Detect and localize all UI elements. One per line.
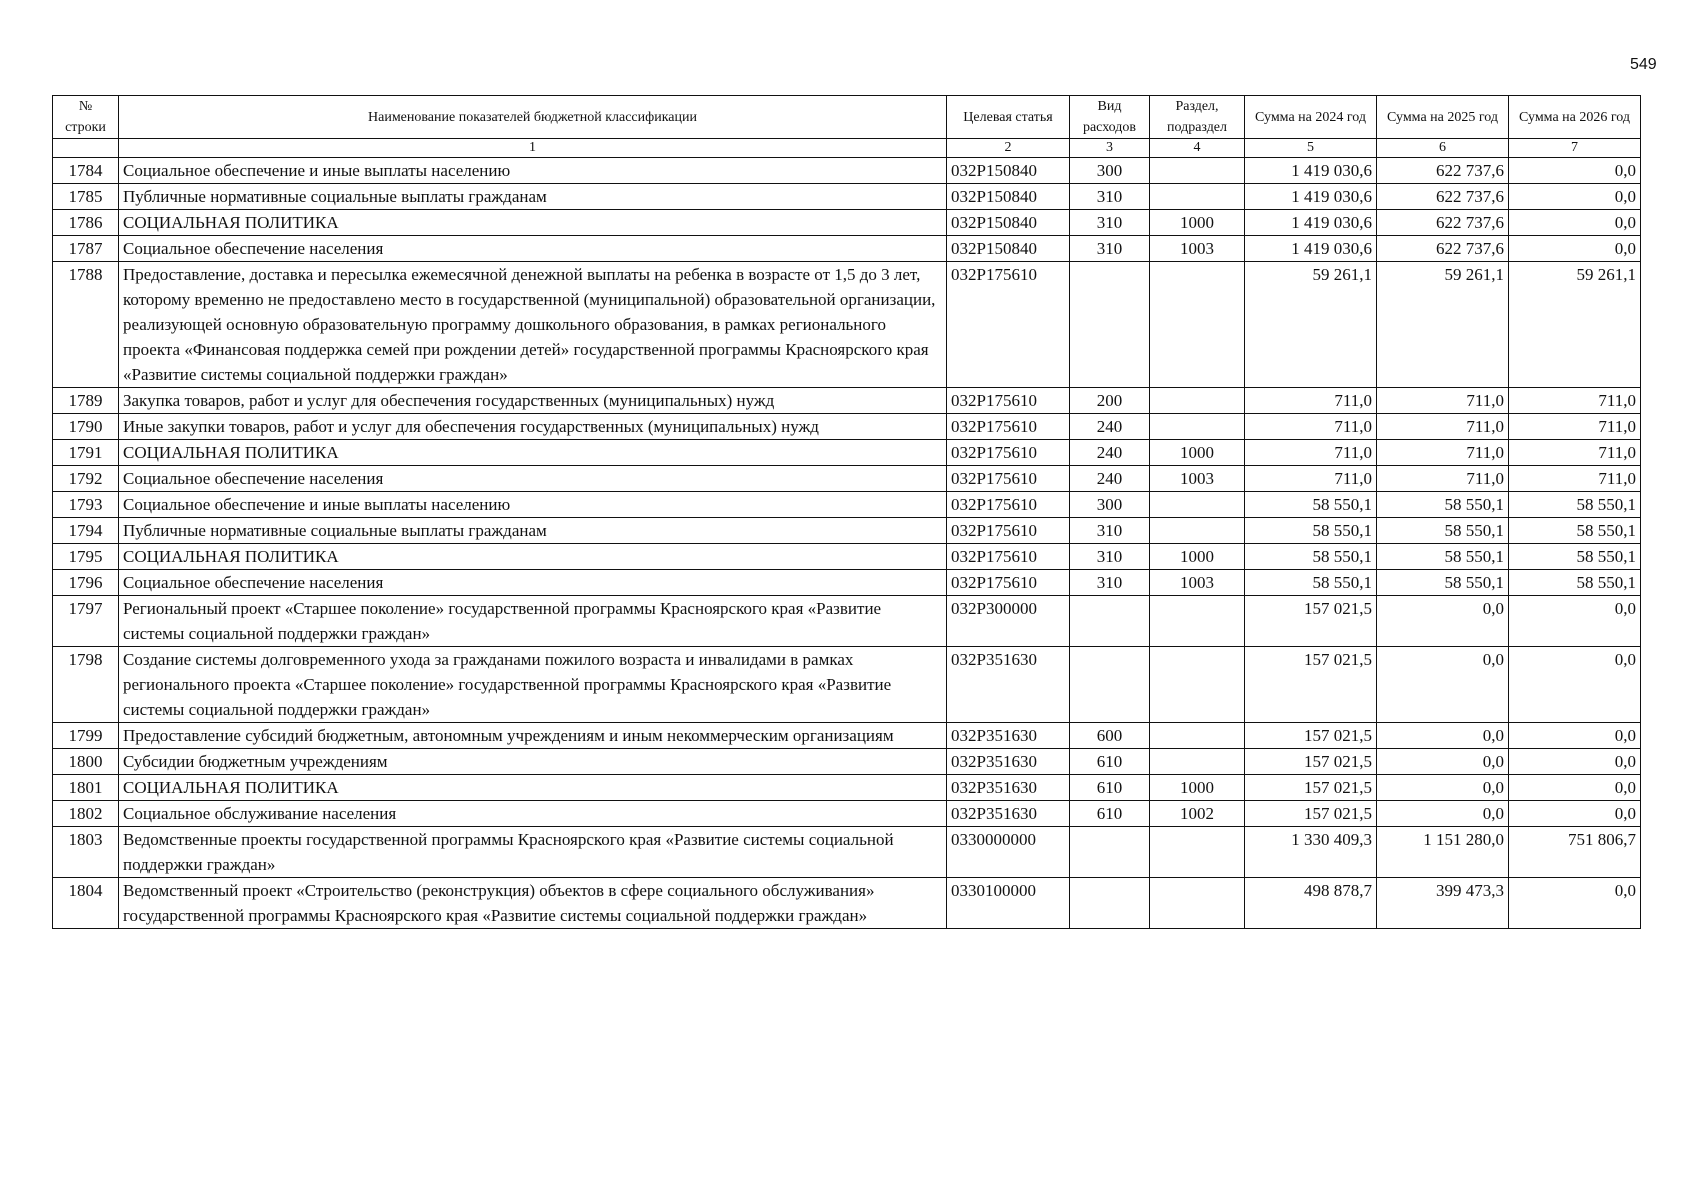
cell-sum-2025: 622 737,6 <box>1377 158 1509 184</box>
header-sum-2025: Сумма на 2025 год <box>1377 96 1509 139</box>
cell-sum-2024: 1 419 030,6 <box>1245 184 1377 210</box>
cell-sum-2025: 1 151 280,0 <box>1377 827 1509 878</box>
cell-name: СОЦИАЛЬНАЯ ПОЛИТИКА <box>119 440 947 466</box>
budget-classification-table <box>52 95 1641 929</box>
cell-target-article: 032P351630 <box>947 749 1070 775</box>
cell-expense-kind: 200 <box>1070 388 1150 414</box>
cell-target-article: 032P351630 <box>947 775 1070 801</box>
cell-sum-2024: 157 021,5 <box>1245 647 1377 723</box>
table-row <box>53 749 1641 775</box>
col-number-1: 1 <box>119 139 947 158</box>
cell-name: Предоставление, доставка и пересылка ежемесячной денежной выплаты на ребенка в возрасте от 1,5 до 3 лет, которому временно не предоставлено место в государственной (муниципальной) образовательной организации, реализующей основную образовательную программу дошкольного образования, в рамках регионального проекта «Финансовая поддержка семей при рождении детей» государственной программы Красноярского края «Развитие системы социальной поддержки граждан» <box>119 262 947 388</box>
cell-row-number: 1787 <box>53 236 119 262</box>
cell-sum-2026: 0,0 <box>1509 878 1641 929</box>
cell-sum-2025: 0,0 <box>1377 647 1509 723</box>
cell-sum-2026: 58 550,1 <box>1509 570 1641 596</box>
cell-sum-2026: 711,0 <box>1509 414 1641 440</box>
cell-sum-2026: 711,0 <box>1509 440 1641 466</box>
table-row <box>53 440 1641 466</box>
header-row <box>53 96 1641 139</box>
cell-sum-2025: 399 473,3 <box>1377 878 1509 929</box>
cell-sum-2025: 711,0 <box>1377 414 1509 440</box>
table-row <box>53 827 1641 878</box>
cell-row-number: 1799 <box>53 723 119 749</box>
cell-sum-2024: 1 419 030,6 <box>1245 158 1377 184</box>
cell-section: 1003 <box>1150 570 1245 596</box>
cell-expense-kind <box>1070 262 1150 388</box>
cell-expense-kind <box>1070 827 1150 878</box>
cell-sum-2026: 0,0 <box>1509 801 1641 827</box>
header-row-number: № строки <box>53 96 119 139</box>
table-row <box>53 236 1641 262</box>
cell-name: Ведомственный проект «Строительство (реконструкция) объектов в сфере социального обслуживания» государственной программы Красноярского края «Развитие системы социальной поддержки граждан» <box>119 878 947 929</box>
cell-section <box>1150 492 1245 518</box>
cell-target-article: 0330100000 <box>947 878 1070 929</box>
table-row <box>53 878 1641 929</box>
cell-row-number: 1788 <box>53 262 119 388</box>
header-column-numbers <box>53 139 1641 158</box>
cell-sum-2024: 157 021,5 <box>1245 775 1377 801</box>
cell-name: Социальное обеспечение и иные выплаты населению <box>119 158 947 184</box>
cell-target-article: 032P150840 <box>947 184 1070 210</box>
cell-sum-2025: 58 550,1 <box>1377 518 1509 544</box>
cell-row-number: 1793 <box>53 492 119 518</box>
cell-target-article: 032P175610 <box>947 570 1070 596</box>
cell-sum-2026: 59 261,1 <box>1509 262 1641 388</box>
cell-sum-2025: 622 737,6 <box>1377 184 1509 210</box>
cell-sum-2026: 751 806,7 <box>1509 827 1641 878</box>
cell-sum-2026: 58 550,1 <box>1509 544 1641 570</box>
cell-target-article: 032P175610 <box>947 518 1070 544</box>
cell-target-article: 032P351630 <box>947 723 1070 749</box>
cell-expense-kind: 310 <box>1070 236 1150 262</box>
col-number-0 <box>53 139 119 158</box>
cell-sum-2025: 711,0 <box>1377 388 1509 414</box>
cell-sum-2024: 157 021,5 <box>1245 801 1377 827</box>
cell-row-number: 1800 <box>53 749 119 775</box>
cell-name: СОЦИАЛЬНАЯ ПОЛИТИКА <box>119 544 947 570</box>
cell-section <box>1150 414 1245 440</box>
cell-expense-kind: 310 <box>1070 570 1150 596</box>
cell-name: Региональный проект «Старшее поколение» государственной программы Красноярского края «Развитие системы социальной поддержки граждан» <box>119 596 947 647</box>
cell-name: СОЦИАЛЬНАЯ ПОЛИТИКА <box>119 210 947 236</box>
cell-section: 1000 <box>1150 775 1245 801</box>
table-row <box>53 647 1641 723</box>
cell-sum-2026: 711,0 <box>1509 466 1641 492</box>
cell-sum-2024: 711,0 <box>1245 414 1377 440</box>
cell-name: Ведомственные проекты государственной программы Красноярского края «Развитие системы социальной поддержки граждан» <box>119 827 947 878</box>
cell-sum-2025: 622 737,6 <box>1377 236 1509 262</box>
cell-sum-2026: 0,0 <box>1509 723 1641 749</box>
cell-sum-2025: 0,0 <box>1377 801 1509 827</box>
cell-row-number: 1798 <box>53 647 119 723</box>
cell-section: 1003 <box>1150 466 1245 492</box>
cell-sum-2024: 157 021,5 <box>1245 723 1377 749</box>
cell-row-number: 1786 <box>53 210 119 236</box>
cell-section <box>1150 723 1245 749</box>
cell-row-number: 1791 <box>53 440 119 466</box>
header-section: Раздел, подраздел <box>1150 96 1245 139</box>
cell-name: Социальное обеспечение населения <box>119 236 947 262</box>
col-number-4: 4 <box>1150 139 1245 158</box>
table-row <box>53 596 1641 647</box>
cell-section <box>1150 388 1245 414</box>
cell-sum-2024: 711,0 <box>1245 440 1377 466</box>
cell-target-article: 032P150840 <box>947 158 1070 184</box>
cell-section <box>1150 647 1245 723</box>
cell-sum-2026: 58 550,1 <box>1509 492 1641 518</box>
cell-sum-2024: 157 021,5 <box>1245 596 1377 647</box>
cell-sum-2025: 0,0 <box>1377 749 1509 775</box>
cell-sum-2024: 59 261,1 <box>1245 262 1377 388</box>
cell-target-article: 0330000000 <box>947 827 1070 878</box>
cell-sum-2024: 58 550,1 <box>1245 492 1377 518</box>
header-sum-2024: Сумма на 2024 год <box>1245 96 1377 139</box>
cell-name: Предоставление субсидий бюджетным, автономным учреждениям и иным некоммерческим организациям <box>119 723 947 749</box>
cell-expense-kind: 310 <box>1070 518 1150 544</box>
cell-name: Публичные нормативные социальные выплаты гражданам <box>119 184 947 210</box>
cell-section <box>1150 158 1245 184</box>
cell-row-number: 1789 <box>53 388 119 414</box>
cell-sum-2026: 0,0 <box>1509 158 1641 184</box>
cell-section: 1002 <box>1150 801 1245 827</box>
cell-sum-2025: 58 550,1 <box>1377 492 1509 518</box>
cell-sum-2024: 58 550,1 <box>1245 570 1377 596</box>
cell-sum-2026: 0,0 <box>1509 596 1641 647</box>
table-row <box>53 801 1641 827</box>
cell-expense-kind: 610 <box>1070 801 1150 827</box>
cell-target-article: 032P300000 <box>947 596 1070 647</box>
cell-name: СОЦИАЛЬНАЯ ПОЛИТИКА <box>119 775 947 801</box>
cell-name: Публичные нормативные социальные выплаты гражданам <box>119 518 947 544</box>
cell-row-number: 1790 <box>53 414 119 440</box>
table-row <box>53 466 1641 492</box>
cell-target-article: 032P175610 <box>947 414 1070 440</box>
cell-name: Социальное обеспечение и иные выплаты населению <box>119 492 947 518</box>
cell-name: Иные закупки товаров, работ и услуг для обеспечения государственных (муниципальных) нужд <box>119 414 947 440</box>
cell-name: Социальное обеспечение населения <box>119 466 947 492</box>
table-row <box>53 723 1641 749</box>
cell-sum-2026: 0,0 <box>1509 749 1641 775</box>
cell-section <box>1150 596 1245 647</box>
cell-section: 1003 <box>1150 236 1245 262</box>
cell-target-article: 032P175610 <box>947 262 1070 388</box>
table-row <box>53 544 1641 570</box>
cell-expense-kind <box>1070 596 1150 647</box>
cell-row-number: 1802 <box>53 801 119 827</box>
cell-section <box>1150 518 1245 544</box>
table-row <box>53 775 1641 801</box>
cell-target-article: 032P150840 <box>947 236 1070 262</box>
col-number-6: 6 <box>1377 139 1509 158</box>
cell-expense-kind: 310 <box>1070 210 1150 236</box>
cell-row-number: 1797 <box>53 596 119 647</box>
cell-expense-kind: 600 <box>1070 723 1150 749</box>
cell-sum-2026: 0,0 <box>1509 184 1641 210</box>
cell-sum-2026: 0,0 <box>1509 647 1641 723</box>
cell-name: Субсидии бюджетным учреждениям <box>119 749 947 775</box>
cell-row-number: 1792 <box>53 466 119 492</box>
cell-section: 1000 <box>1150 210 1245 236</box>
table-row <box>53 388 1641 414</box>
cell-sum-2025: 0,0 <box>1377 596 1509 647</box>
cell-expense-kind: 300 <box>1070 158 1150 184</box>
cell-target-article: 032P175610 <box>947 388 1070 414</box>
col-number-5: 5 <box>1245 139 1377 158</box>
cell-sum-2026: 0,0 <box>1509 775 1641 801</box>
cell-sum-2025: 0,0 <box>1377 775 1509 801</box>
table-row <box>53 184 1641 210</box>
cell-expense-kind: 310 <box>1070 184 1150 210</box>
table-row <box>53 570 1641 596</box>
cell-sum-2024: 157 021,5 <box>1245 749 1377 775</box>
header-name: Наименование показателей бюджетной классификации <box>119 96 947 139</box>
cell-sum-2025: 711,0 <box>1377 466 1509 492</box>
cell-row-number: 1796 <box>53 570 119 596</box>
header-target-article: Целевая статья <box>947 96 1070 139</box>
cell-row-number: 1804 <box>53 878 119 929</box>
table-row <box>53 158 1641 184</box>
cell-sum-2024: 58 550,1 <box>1245 518 1377 544</box>
cell-sum-2024: 498 878,7 <box>1245 878 1377 929</box>
cell-expense-kind: 610 <box>1070 749 1150 775</box>
cell-target-article: 032P175610 <box>947 492 1070 518</box>
cell-target-article: 032P351630 <box>947 647 1070 723</box>
table-row <box>53 262 1641 388</box>
cell-section: 1000 <box>1150 440 1245 466</box>
cell-expense-kind: 240 <box>1070 414 1150 440</box>
cell-section <box>1150 878 1245 929</box>
table-row <box>53 518 1641 544</box>
cell-row-number: 1784 <box>53 158 119 184</box>
cell-expense-kind: 240 <box>1070 440 1150 466</box>
cell-sum-2025: 58 550,1 <box>1377 544 1509 570</box>
table-row <box>53 492 1641 518</box>
cell-expense-kind <box>1070 878 1150 929</box>
cell-sum-2026: 711,0 <box>1509 388 1641 414</box>
cell-expense-kind: 610 <box>1070 775 1150 801</box>
page-number: 549 <box>1630 56 1657 73</box>
cell-expense-kind: 300 <box>1070 492 1150 518</box>
cell-sum-2025: 58 550,1 <box>1377 570 1509 596</box>
cell-target-article: 032P351630 <box>947 801 1070 827</box>
cell-target-article: 032P175610 <box>947 544 1070 570</box>
table-row <box>53 210 1641 236</box>
cell-section <box>1150 749 1245 775</box>
cell-row-number: 1785 <box>53 184 119 210</box>
cell-row-number: 1795 <box>53 544 119 570</box>
cell-target-article: 032P150840 <box>947 210 1070 236</box>
cell-sum-2024: 711,0 <box>1245 466 1377 492</box>
cell-name: Социальное обеспечение населения <box>119 570 947 596</box>
cell-section <box>1150 262 1245 388</box>
cell-row-number: 1803 <box>53 827 119 878</box>
header-sum-2026: Сумма на 2026 год <box>1509 96 1641 139</box>
header-expense-kind: Вид расходов <box>1070 96 1150 139</box>
cell-section: 1000 <box>1150 544 1245 570</box>
cell-row-number: 1794 <box>53 518 119 544</box>
cell-name: Закупка товаров, работ и услуг для обеспечения государственных (муниципальных) нужд <box>119 388 947 414</box>
cell-sum-2025: 622 737,6 <box>1377 210 1509 236</box>
cell-sum-2025: 0,0 <box>1377 723 1509 749</box>
cell-sum-2024: 1 330 409,3 <box>1245 827 1377 878</box>
cell-sum-2026: 0,0 <box>1509 236 1641 262</box>
cell-sum-2024: 1 419 030,6 <box>1245 236 1377 262</box>
table-row <box>53 414 1641 440</box>
cell-section <box>1150 827 1245 878</box>
cell-target-article: 032P175610 <box>947 466 1070 492</box>
cell-sum-2025: 59 261,1 <box>1377 262 1509 388</box>
cell-sum-2024: 711,0 <box>1245 388 1377 414</box>
col-number-2: 2 <box>947 139 1070 158</box>
cell-sum-2026: 0,0 <box>1509 210 1641 236</box>
cell-sum-2024: 58 550,1 <box>1245 544 1377 570</box>
col-number-3: 3 <box>1070 139 1150 158</box>
cell-sum-2025: 711,0 <box>1377 440 1509 466</box>
cell-expense-kind: 310 <box>1070 544 1150 570</box>
cell-expense-kind: 240 <box>1070 466 1150 492</box>
cell-section <box>1150 184 1245 210</box>
cell-name: Создание системы долговременного ухода за гражданами пожилого возраста и инвалидами в рамках регионального проекта «Старшее поколение» государственной программы Красноярского края «Развитие системы социальной поддержки граждан» <box>119 647 947 723</box>
cell-name: Социальное обслуживание населения <box>119 801 947 827</box>
cell-expense-kind <box>1070 647 1150 723</box>
col-number-7: 7 <box>1509 139 1641 158</box>
cell-row-number: 1801 <box>53 775 119 801</box>
cell-sum-2024: 1 419 030,6 <box>1245 210 1377 236</box>
cell-sum-2026: 58 550,1 <box>1509 518 1641 544</box>
cell-target-article: 032P175610 <box>947 440 1070 466</box>
